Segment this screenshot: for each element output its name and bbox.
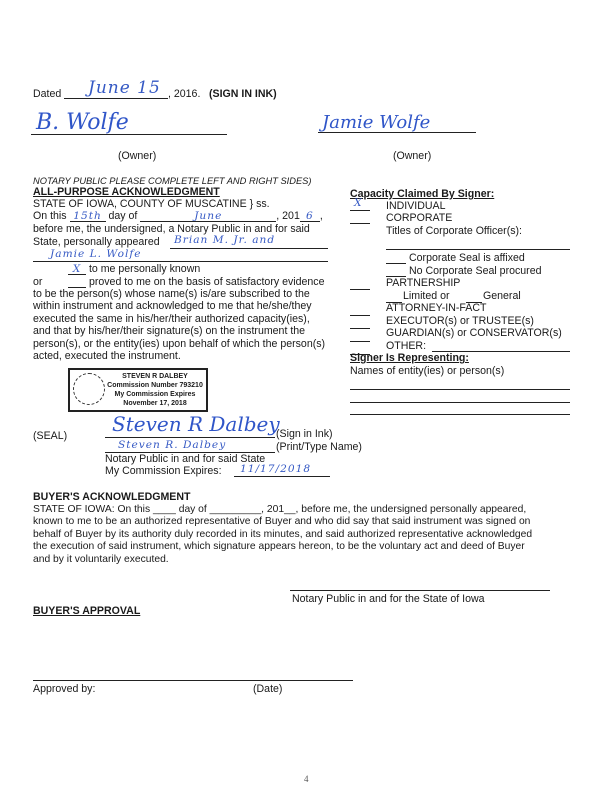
- or-label: or: [33, 276, 43, 288]
- day-value: 15th: [70, 210, 106, 222]
- date-line: On this 15th day of June , 201 6 ,: [33, 210, 323, 223]
- buyer-ack-title: BUYER'S ACKNOWLEDGMENT: [33, 491, 191, 503]
- seal-affixed-label: Corporate Seal is affixed: [409, 252, 525, 264]
- limited-label: Limited or: [403, 290, 450, 302]
- date-label: (Date): [253, 683, 283, 695]
- sign-in-ink-label: (Sign in Ink): [276, 428, 333, 440]
- buyer-line: STATE OF IOWA: On this ____ day of _________, 201__, before me, the undersigned personally appeared,: [33, 504, 527, 515]
- appeared-name-2: Jamie L. Wolfe: [50, 248, 142, 260]
- stamp-expires-date: November 17, 2018: [123, 400, 187, 407]
- owner-label-2: (Owner): [393, 150, 432, 162]
- corporate-checkbox[interactable]: [350, 211, 370, 224]
- sign-in-ink-note: (SIGN IN INK): [209, 88, 277, 100]
- seal-label: (SEAL): [33, 430, 68, 442]
- no-seal-label: No Corporate Seal procured: [409, 265, 542, 277]
- month-value: June: [140, 210, 276, 222]
- year-value: 6: [300, 210, 320, 222]
- notary-body-text: [33, 288, 325, 362]
- capacity-title: Capacity Claimed By Signer:: [350, 188, 495, 200]
- body-line: to be the person(s) whose name(s) is/are subscribed to the: [33, 288, 310, 300]
- notary-title: ALL-PURPOSE ACKNOWLEDGMENT: [33, 186, 220, 198]
- print-type-label: (Print/Type Name): [276, 441, 362, 453]
- partnership-checkbox[interactable]: [350, 277, 370, 290]
- personally-known-label: to me personally known: [88, 263, 201, 275]
- capacity-executor: EXECUTOR(s) or TRUSTEE(s): [386, 315, 534, 327]
- on-this-label: On this: [33, 210, 67, 222]
- page-number: 4: [304, 774, 309, 784]
- before-me-text: before me, the undersigned, a Notary Public in and for said: [33, 223, 310, 235]
- proved-mark: [68, 276, 86, 288]
- dated-year: , 2016.: [168, 88, 201, 100]
- stamp-commission: Commission Number 793210: [107, 382, 203, 389]
- stamp-name: STEVEN R DALBEY: [122, 373, 188, 380]
- body-line: acted, executed the instrument.: [33, 350, 181, 363]
- notarial-seal-icon: [73, 373, 105, 405]
- capacity-guardian: GUARDIAN(s) or CONSERVATOR(s): [386, 327, 562, 339]
- stamp-expires-label: My Commission Expires: [114, 391, 196, 398]
- notary-stamp: [68, 368, 208, 412]
- proved-option: [68, 276, 325, 288]
- buyer-line: the execution of said instrument, which signature appears hereon, to be the voluntary act and deed of Buyer: [33, 541, 525, 553]
- owner-signature-1: B. Wolfe: [36, 110, 129, 135]
- no-seal-checkbox[interactable]: [386, 264, 406, 277]
- capacity-corporate: CORPORATE: [386, 212, 453, 224]
- buyer-notary-label: Notary Public in and for the State of Iowa: [292, 593, 485, 605]
- capacity-individual: INDIVIDUAL: [386, 200, 446, 212]
- printed-name: Steven R. Dalbey: [118, 439, 227, 451]
- representing-line-3: [350, 402, 570, 415]
- owner-label-1: (Owner): [118, 150, 157, 162]
- year-prefix: , 201: [276, 210, 300, 222]
- approved-by-label: Approved by:: [33, 683, 96, 695]
- commission-expires-value: 11/17/2018: [240, 463, 312, 475]
- other-line: [432, 339, 570, 352]
- body-line: and that by his/her/their signature(s) on the instrument the: [33, 325, 306, 338]
- dated-label: Dated: [33, 88, 62, 100]
- individual-mark: X: [354, 197, 363, 209]
- seal-affixed-checkbox[interactable]: [386, 251, 406, 264]
- state-county-line: STATE OF IOWA, COUNTY OF MUSCATINE } ss.: [33, 198, 270, 210]
- body-line: executed the same in his/her/their authorized capacity(ies),: [33, 312, 310, 325]
- buyer-ack-text: [33, 504, 532, 566]
- appeared-name-1: Brian M. Jr. and: [174, 234, 276, 246]
- body-line: person(s), or the entity(ies) upon behalf of which the person(s): [33, 337, 326, 350]
- buyer-notary-line: [290, 580, 550, 591]
- commission-expires-label: My Commission Expires:: [105, 465, 222, 477]
- corporate-titles-line: [386, 237, 570, 250]
- buyer-line: known to me to be an authorized representative of Buyer and who did say that said instrument was signed on: [33, 516, 531, 528]
- owner-signature-2: Jamie Wolfe: [322, 112, 431, 133]
- buyer-line: and by it voluntarily executed.: [33, 553, 169, 565]
- representing-label: Names of entity(ies) or person(s): [350, 365, 505, 377]
- dated-value: June 15: [88, 78, 161, 98]
- personally-known-mark: X: [68, 263, 86, 275]
- guardian-checkbox[interactable]: [350, 329, 370, 342]
- capacity-partnership: PARTNERSHIP: [386, 277, 461, 289]
- approved-by-line: [33, 670, 353, 681]
- executor-checkbox[interactable]: [350, 316, 370, 329]
- notary-signature: Steven R Dalbey: [112, 412, 280, 436]
- state-appeared-label: State, personally appeared: [33, 236, 160, 248]
- personally-known-option: [68, 263, 200, 275]
- capacity-attorney: ATTORNEY-IN-FACT: [386, 302, 487, 314]
- buyer-line: behalf of Buyer by its authority duly recorded in its minutes, and said authorized representative acknowledged: [33, 528, 533, 540]
- notary-public-label: Notary Public in and for said State: [105, 453, 266, 465]
- general-label: General: [483, 290, 521, 302]
- corporate-titles-label: Titles of Corporate Officer(s):: [386, 225, 522, 237]
- day-of-label: day of: [108, 210, 138, 222]
- representing-title: Signer Is Representing:: [350, 352, 469, 364]
- attorney-checkbox[interactable]: [350, 303, 370, 316]
- notary-instruction: NOTARY PUBLIC PLEASE COMPLETE LEFT AND RIGHT SIDES): [33, 176, 312, 186]
- proved-label: proved to me on the basis of satisfactory evidence: [88, 276, 325, 288]
- buyer-approval-title: BUYER'S APPROVAL: [33, 605, 141, 617]
- body-line: within instrument and acknowledged to me that he/she/they: [33, 300, 312, 313]
- capacity-other: OTHER:: [386, 340, 427, 352]
- representing-line-1: [350, 377, 570, 390]
